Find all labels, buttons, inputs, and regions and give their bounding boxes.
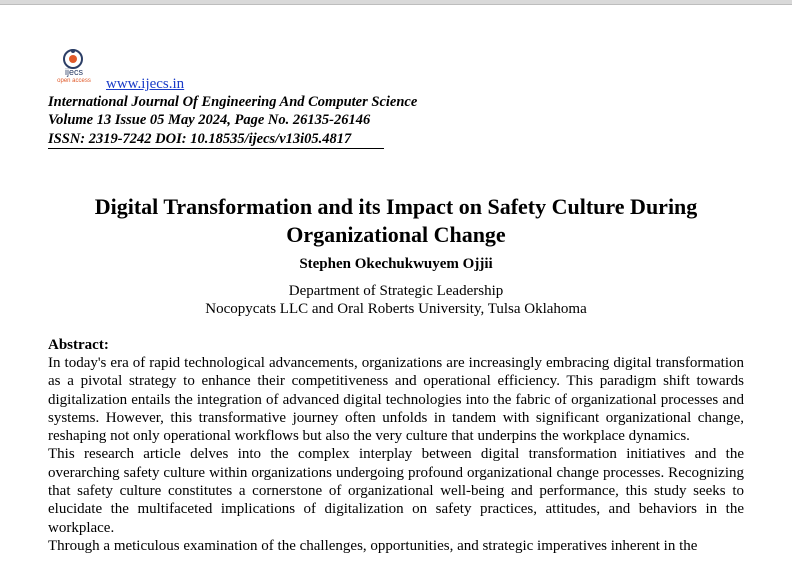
logo-name-text: ijecs bbox=[64, 67, 83, 77]
journal-logo bbox=[50, 48, 100, 90]
author-department: Department of Strategic Leadership bbox=[288, 283, 504, 299]
website-link[interactable]: www.ijecs.in bbox=[106, 76, 185, 92]
journal-name: International Journal Of Engineering And Computer Science bbox=[48, 94, 418, 110]
header-divider bbox=[48, 148, 384, 149]
author-name: Stephen Okechukwuyem Ojjii bbox=[299, 256, 493, 272]
abstract-paragraph: This research article delves into the complex interplay between digital transformation initiatives and the overarching safety culture within organizations undergoing profound organizational change processes. Recognizing that safety culture constitutes a cornerstone of organizational well-being and performance, this study seeks to elucidate the multifaceted implications of digitalization on safety practices, attitudes, and behaviors in the workplace. bbox=[48, 446, 744, 536]
paper-title: Digital Transformation and its Impact on Safety Culture During Organizational Change bbox=[94, 194, 698, 247]
volume-info: Volume 13 Issue 05 May 2024, Page No. 26135-26146 bbox=[48, 112, 371, 128]
abstract-paragraph: In today's era of rapid technological advancements, organizations are increasingly embracing digital transformation as a pivotal strategy to enhance their competitiveness and operational efficiency. This paradigm shift towards digitalization entails the integration of advanced digital technologies into the fabric of organizational processes and systems. However, this transformative journey often unfolds in tandem with significant organizational change, reshaping not only operational workflows but also the very culture that underpins the workplace dynamics. bbox=[48, 355, 744, 445]
issn-doi-info: ISSN: 2319-7242 DOI: 10.18535/ijecs/v13i05.4817 bbox=[48, 131, 352, 147]
logo-subtitle-text: open access bbox=[57, 78, 91, 84]
abstract-body bbox=[48, 354, 744, 555]
abstract-heading: Abstract: bbox=[48, 337, 109, 353]
abstract-paragraph: Through a meticulous examination of the challenges, opportunities, and strategic imperatives inherent in the bbox=[48, 537, 698, 554]
author-institution: Nocopycats LLC and Oral Roberts University, Tulsa Oklahoma bbox=[205, 301, 587, 317]
